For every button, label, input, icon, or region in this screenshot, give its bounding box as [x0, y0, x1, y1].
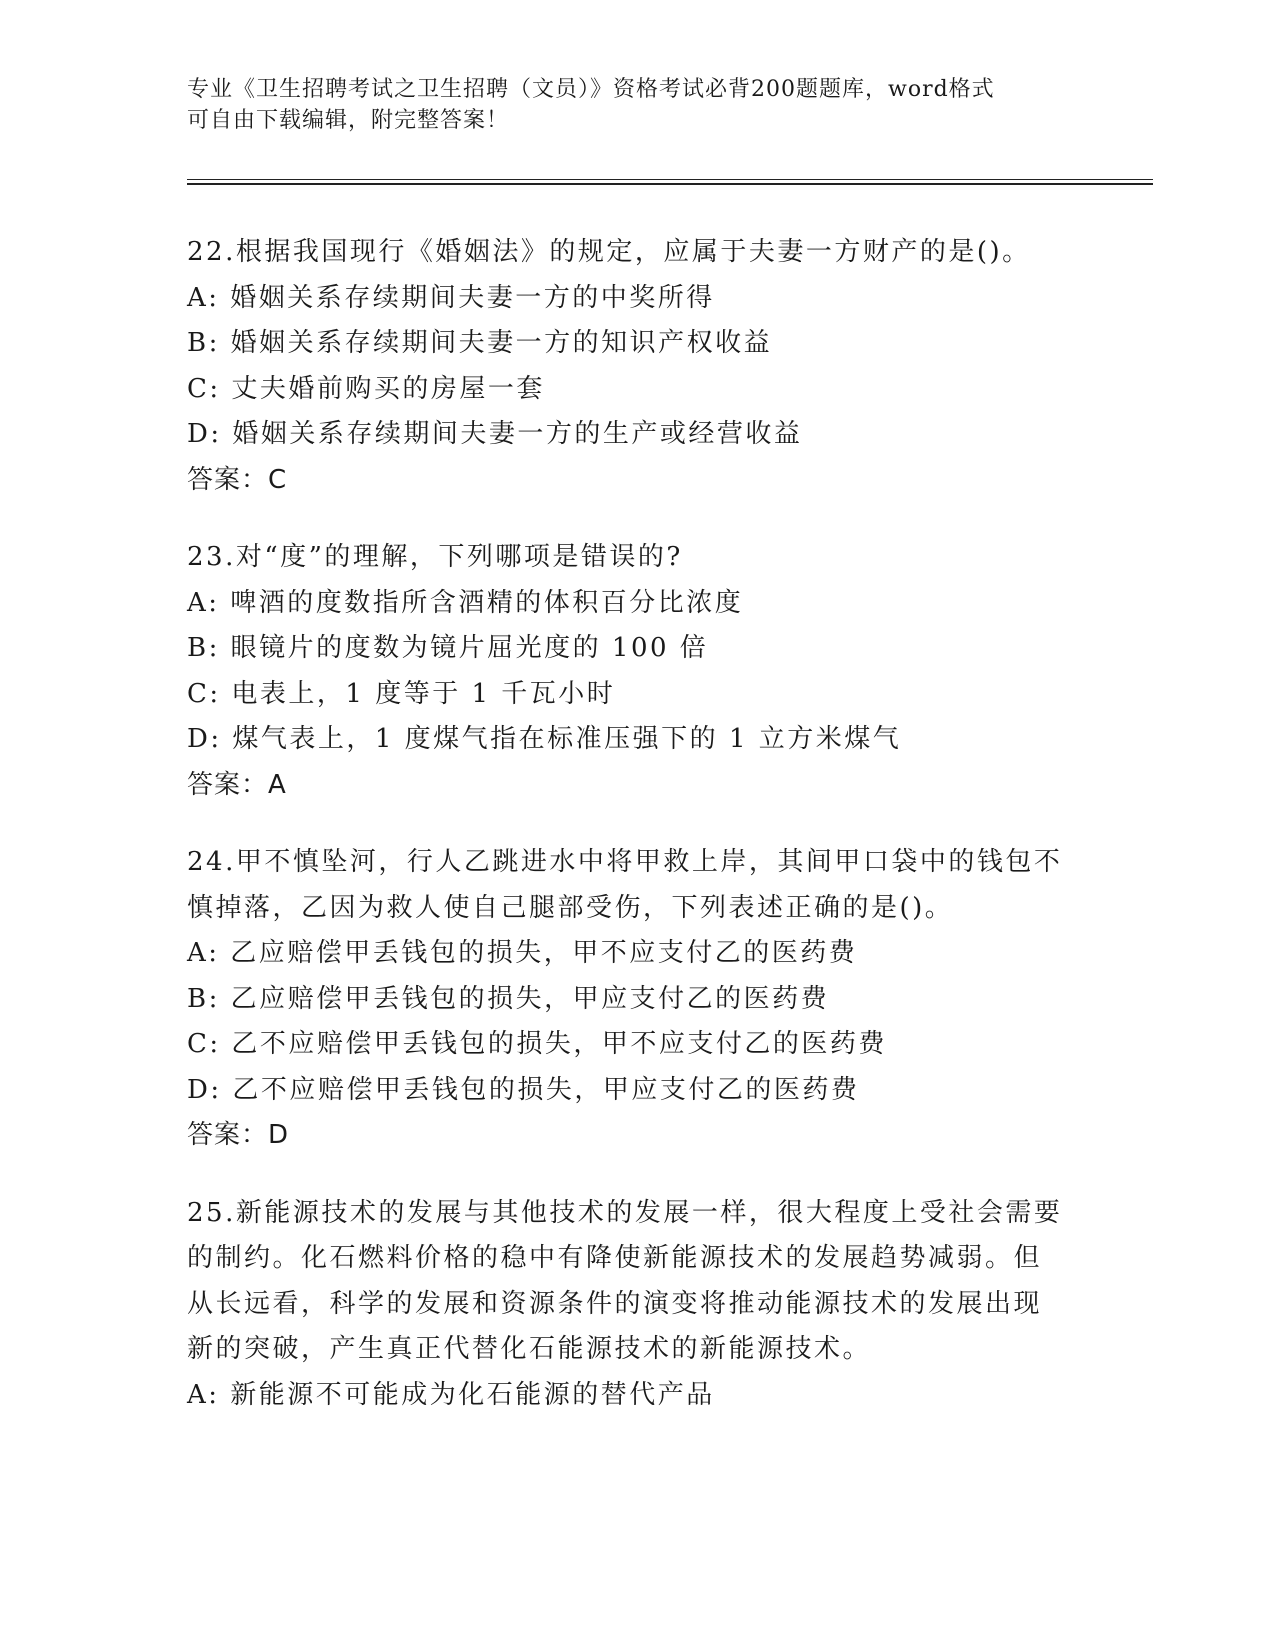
header-divider-thin [187, 179, 1153, 180]
question-text-line-2: 慎掉落，乙因为救人使自己腿部受伤，下列表述正确的是()。 [187, 892, 954, 923]
header-line-2: 可自由下载编辑，附完整答案！ [187, 108, 510, 133]
option-b: B: 眼镜片的度数为镜片屈光度的 100 倍 [187, 633, 709, 663]
question-25 [187, 1191, 1087, 1419]
option-a: A: 啤酒的度数指所含酒精的体积百分比浓度 [187, 587, 744, 618]
question-list [187, 230, 1087, 1450]
question-text-line-3: 从长远看，科学的发展和资源条件的演变将推动能源技术的发展出现 [187, 1288, 1043, 1319]
question-text-line-4: 新的突破，产生真正代替化石能源技术的新能源技术。 [187, 1334, 872, 1364]
answer: 答案：A [187, 769, 287, 800]
option-d: D: 乙不应赔偿甲丢钱包的损失，甲应支付乙的医药费 [187, 1074, 860, 1105]
question-24 [187, 840, 1087, 1159]
option-a: A: 新能源不可能成为化石能源的替代产品 [187, 1379, 715, 1410]
option-c: C: 乙不应赔偿甲丢钱包的损失，甲不应支付乙的医药费 [187, 1029, 887, 1059]
question-text: 23.对“度”的理解，下列哪项是错误的? [187, 542, 683, 572]
option-a: A: 乙应赔偿甲丢钱包的损失，甲不应支付乙的医药费 [187, 938, 858, 968]
option-d: D: 煤气表上，1 度煤气指在标准压强下的 1 立方米煤气 [187, 724, 902, 754]
option-a: A: 婚姻关系存续期间夫妻一方的中奖所得 [187, 282, 715, 313]
question-23 [187, 535, 1087, 808]
header-line-1: 专业《卫生招聘考试之卫生招聘（文员）》资格考试必背200题题库，word格式 [187, 77, 995, 102]
document-header [187, 74, 1087, 136]
option-b: B: 婚姻关系存续期间夫妻一方的知识产权收益 [187, 328, 773, 358]
question-text: 22.根据我国现行《婚姻法》的规定，应属于夫妻一方财产的是()。 [187, 237, 1031, 267]
header-divider-thick [187, 183, 1153, 185]
option-d: D: 婚姻关系存续期间夫妻一方的生产或经营收益 [187, 419, 803, 449]
answer: 答案：C [187, 464, 288, 495]
question-22 [187, 230, 1087, 503]
answer: 答案：D [187, 1120, 290, 1150]
question-text-line-1: 25.新能源技术的发展与其他技术的发展一样，很大程度上受社会需要 [187, 1197, 1063, 1228]
question-text-line-2: 的制约。化石燃料价格的稳中有降使新能源技术的发展趋势减弱。但 [187, 1243, 1043, 1273]
option-c: C: 丈夫婚前购买的房屋一套 [187, 373, 545, 404]
question-text-line-1: 24.甲不慎坠河，行人乙跳进水中将甲救上岸，其间甲口袋中的钱包不 [187, 847, 1063, 877]
option-b: B: 乙应赔偿甲丢钱包的损失，甲应支付乙的医药费 [187, 983, 830, 1014]
option-c: C: 电表上，1 度等于 1 千瓦小时 [187, 678, 616, 709]
